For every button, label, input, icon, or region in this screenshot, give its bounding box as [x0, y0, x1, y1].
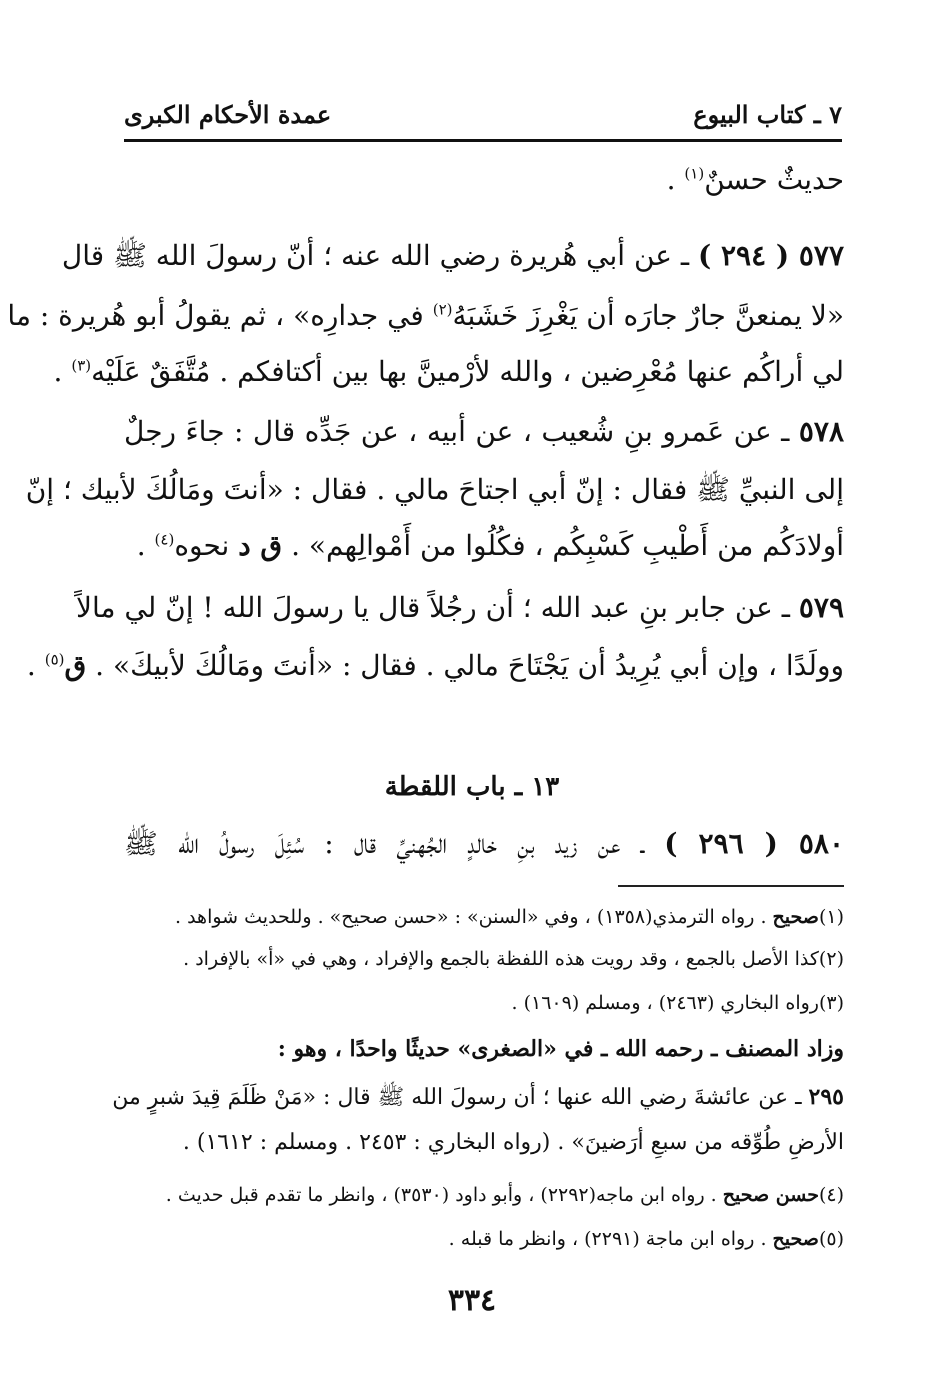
section-heading: ١٣ ـ باب اللقطة: [384, 772, 560, 802]
hadith-number: ٥٨٠ ( ٢٩٦ ): [664, 827, 845, 860]
chapter-title: ٧ ـ كتاب البيوع: [693, 100, 842, 129]
hadith-number: ٢٩٥: [808, 1084, 844, 1110]
running-header: [124, 100, 842, 136]
text-line: «لا يمنعنَّ جارٌ جارَه أن يَغْرِزَ خَشَبَهُ$^{(٢)}$ في جدارِه» ، ثم يقولُ أبو هُريرة : ما: [7, 299, 844, 332]
book-title: عمدة الأحكام الكبرى: [124, 100, 332, 129]
addition-intro: وزاد المصنف ـ رحمه الله ـ في «الصغرى» حديثًا واحدًا ، وهو :: [277, 1036, 844, 1062]
footnote-marker: (٥): [44, 650, 65, 669]
header-rule: [124, 139, 842, 142]
hadith-number: ٥٧٧ ( ٢٩٤ ): [698, 239, 844, 272]
hadith-number: ٥٧٩: [798, 591, 844, 624]
hadith-580: ٥٨٠ ( ٢٩٦ ) ـ عن زيد بنِ خالدٍ الجُهنيِّ قال : سُئِلَ رسولُ الله ﷺ: [124, 827, 845, 860]
footnote-4: (٤)حسن صحيح . رواه ابن ماجه(٢٢٩٢) ، وأبو داود (٣٥٣٠) ، وانظر ما تقدم قبل حديث .: [165, 1184, 844, 1206]
hadith-295: ٢٩٥ ـ عن عائشةَ رضي الله عنها ؛ أن رسولَ الله ﷺ قال : «مَنْ ظَلَمَ قِيدَ شبرٍ من: [112, 1084, 844, 1110]
footnote-marker: (٤): [154, 530, 175, 549]
footnote-3: (٣)رواه البخاري (٢٤٦٣) ، ومسلم (١٦٠٩) .: [511, 992, 844, 1014]
page-number: ٣٣٤: [447, 1283, 497, 1318]
source-siglum: ق د: [238, 529, 283, 562]
footnote-2: (٢)كذا الأصل بالجمع ، وقد رويت هذه اللفظة بالجمع والإفراد ، وهي في «أ» بالإفراد .: [183, 948, 844, 970]
hadith-577: ٥٧٧ ( ٢٩٤ ) ـ عن أبي هُريرة رضي الله عنه ؛ أنّ رسولَ الله ﷺ قال: [61, 239, 844, 272]
text-line: وولَدًا ، وإن أبي يُرِيدُ أن يَجْتَاحَ مالي . فقال : «أنتَ ومَالُكَ لأبيكَ» . ق$^{(٥)}$ .: [26, 649, 844, 682]
footnote-marker: (٢): [432, 300, 453, 319]
footnote-marker: (١): [684, 164, 705, 183]
footnote-5: (٥)صحيح . رواه ابن ماجة (٢٢٩١) ، وانظر ما قبله .: [448, 1228, 844, 1250]
text-line: حديثٌ حسنٌ$^{(١)}$ .: [666, 163, 844, 196]
text-line: الأرضِ طُوِّقه من سبعِ أرَضينَ» . (رواه البخاري : ٢٤٥٣ . ومسلم : ١٦١٢) .: [182, 1130, 844, 1155]
hadith-579: ٥٧٩ ـ عن جابر بنِ عبد الله ؛ أن رجُلاً قال يا رسولَ الله ! إنّ لي مالاً: [76, 591, 844, 624]
hadith-578: ٥٧٨ ـ عن عَمرو بنِ شُعيب ، عن أبيه ، عن جَدِّه قال : جاءَ رجلٌ: [124, 415, 844, 448]
footnote-1: (١)صحيح . رواه الترمذي(١٣٥٨) ، وفي «السنن» : «حسن صحيح» . وللحديث شواهد .: [175, 906, 844, 928]
text-line: لي أراكُم عنها مُعْرِضين ، والله لأرْمينَّ بها بين أكتافكم . مُتَّفَقٌ عَلَيْه$^{(٣)}$ .: [53, 355, 844, 388]
footnote-separator: [618, 885, 844, 887]
hadith-number: ٥٧٨: [798, 415, 844, 448]
footnote-marker: (٣): [71, 356, 92, 375]
text-line: أولادَكُم من أَطْيبِ كَسْبِكُم ، فكُلُوا من أَمْوالِهم» . ق د نحوه$^{(٤)}$ .: [136, 529, 844, 562]
source-siglum: ق: [64, 649, 87, 682]
text-line: إلى النبيِّ ﷺ فقال : إنّ أبي اجتاحَ مالي . فقال : «أنتَ ومَالُكَ لأبيك ؛ إنّ: [25, 473, 844, 506]
